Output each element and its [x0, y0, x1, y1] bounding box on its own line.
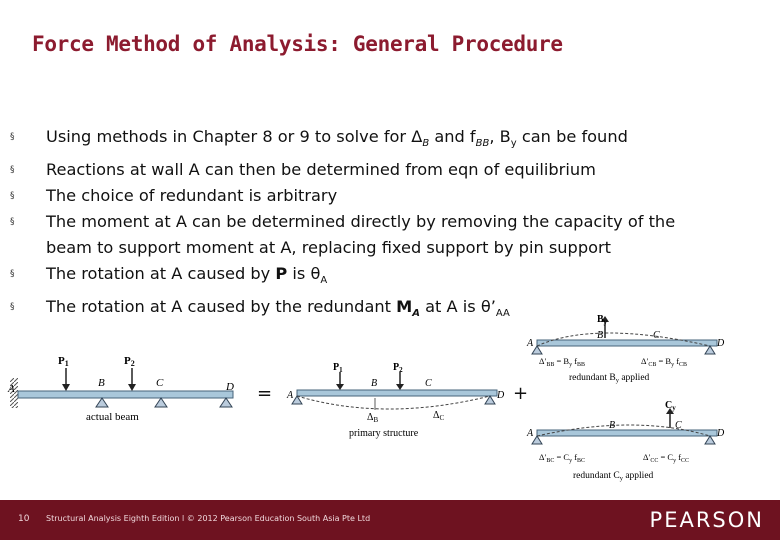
pin-support-a	[292, 396, 302, 404]
bullet-marker: §	[10, 269, 15, 280]
label-force: $C_y$	[665, 400, 676, 412]
caption-primary: primary structure	[349, 428, 419, 439]
pin-support-a	[532, 346, 542, 354]
redundant-cy-figure	[525, 400, 775, 492]
bullet-list	[8, 124, 768, 328]
actual-beam-figure	[6, 342, 244, 424]
footer-copyright: Structural Analysis Eighth Edition l © 2012 Pearson Education South Asia Pte Ltd	[46, 514, 371, 523]
label-d: D	[717, 428, 725, 439]
caption-redundant-c: redundant $C_y$ applied	[573, 471, 654, 482]
label-b: B	[98, 377, 105, 389]
beam	[537, 340, 717, 346]
primary-structure-figure	[285, 358, 507, 440]
beam	[18, 391, 233, 398]
bullet-item: § The rotation at A caused by P is $\theta_A$	[8, 261, 768, 294]
deflected-shape	[297, 396, 490, 409]
bullet-marker: §	[10, 191, 15, 202]
bullet-marker: §	[10, 302, 15, 313]
bullet-item: § The choice of redundant is arbitrary	[8, 183, 768, 209]
caption-actual: actual beam	[86, 411, 139, 423]
pin-support-a	[532, 436, 542, 444]
label-d: D	[226, 381, 234, 393]
plus-sign: +	[513, 383, 529, 404]
page-number: 10	[18, 514, 30, 524]
label-left-deflection: $\Delta'_{BB} = B_y$ $f_{BB}$	[539, 356, 586, 368]
label-c: C	[653, 330, 660, 341]
publisher-logo: PEARSON	[649, 508, 764, 532]
beam	[297, 390, 497, 396]
label-c: C	[425, 378, 432, 389]
label-b: B	[371, 378, 378, 389]
bullet-item: § The rotation at A caused by the redundant $M_A$ at A is $\theta’_{AA}$	[8, 294, 768, 327]
slide-title: Force Method of Analysis: General Procedure	[32, 32, 563, 56]
roller-support-d	[220, 398, 232, 407]
roller-support-d	[705, 346, 715, 354]
label-a: A	[527, 428, 534, 439]
label-d: D	[717, 338, 725, 349]
label-p2: $P_2$	[393, 362, 403, 374]
label-c: C	[675, 420, 682, 431]
roller-support-c	[155, 398, 167, 407]
label-p1: $P_1$	[333, 362, 343, 374]
label-left-deflection: $\Delta'_{BC} = C_y$ $f_{BC}$	[539, 452, 586, 464]
label-delta-b: $\Delta_B$	[367, 412, 379, 424]
label-right-deflection: $\Delta'_{CB} = B_y$ $f_{CB}$	[641, 356, 688, 368]
redundant-by-figure	[525, 310, 775, 388]
label-delta-c: $\Delta_C$	[433, 410, 445, 422]
bullet-item: § Using methods in Chapter 8 or 9 to solve for $\Delta_B$ and $f_{BB}$, $B_y$ can be found	[8, 124, 768, 157]
footer-bar	[0, 500, 780, 540]
label-d: D	[497, 390, 505, 401]
bullet-item: § Reactions at wall A can then be determined from eqn of equilibrium	[8, 157, 768, 183]
roller-support-b	[96, 398, 108, 407]
equals-sign: =	[257, 383, 273, 404]
label-p2: P2	[124, 355, 135, 368]
label-a: A	[287, 390, 294, 401]
roller-support-d	[705, 436, 715, 444]
label-b: B	[597, 330, 604, 341]
label-right-deflection: $\Delta'_{CC} = C_y$ $f_{CC}$	[643, 452, 690, 464]
bullet-marker: §	[10, 165, 15, 176]
label-force: $B_y$	[597, 314, 608, 326]
label-p1: P1	[58, 355, 69, 368]
bullet-item: § The moment at A can be determined directly by removing the capacity of the beam to support moment at A, replacing fixed support by pin support	[8, 209, 768, 261]
bullet-marker: §	[10, 217, 15, 228]
label-c: C	[156, 377, 164, 389]
caption-redundant-b: redundant $B_y$ applied	[569, 373, 650, 384]
label-b: B	[609, 420, 616, 431]
label-a: A	[8, 383, 15, 395]
label-a: A	[527, 338, 534, 349]
bullet-marker: §	[10, 132, 15, 142]
